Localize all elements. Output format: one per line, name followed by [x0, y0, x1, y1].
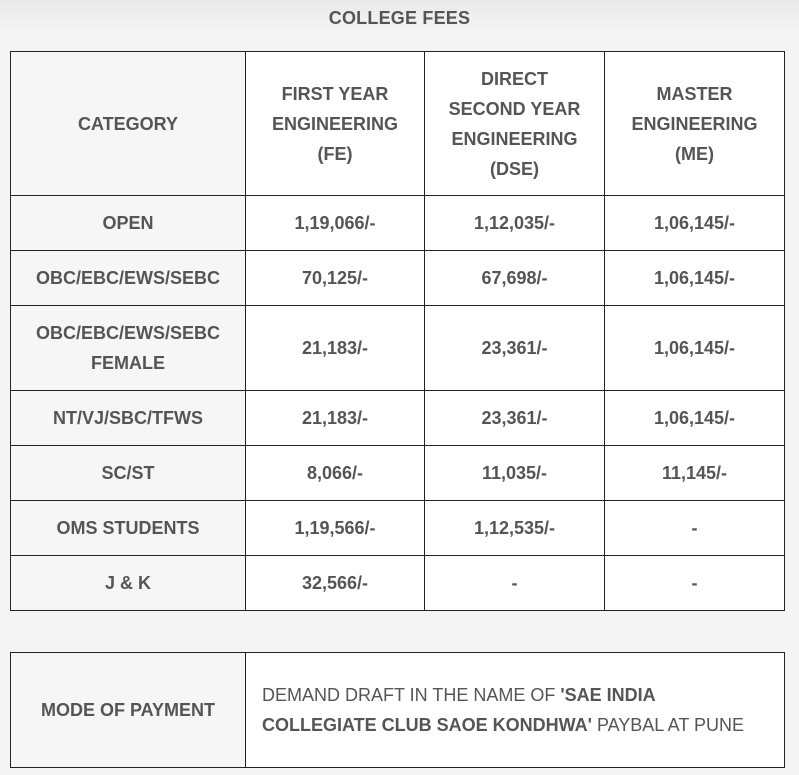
me-fee-cell: 1,06,145/- — [605, 391, 785, 446]
me-fee-cell: - — [605, 556, 785, 611]
table-row — [11, 391, 785, 446]
dse-fee-cell: 1,12,535/- — [425, 501, 605, 556]
header-row — [11, 52, 785, 196]
header-category: CATEGORY — [11, 52, 246, 196]
fees-table — [10, 51, 785, 611]
table-row — [11, 196, 785, 251]
dse-fee-cell: - — [425, 556, 605, 611]
fe-fee-cell: 1,19,566/- — [246, 501, 425, 556]
table-row — [11, 251, 785, 306]
payee-name: 'SAE INDIA COLLEGIATE CLUB SAOE KONDHWA' — [262, 685, 655, 735]
payment-table — [10, 652, 785, 768]
dse-fee-cell: 11,035/- — [425, 446, 605, 501]
fe-fee-cell: 70,125/- — [246, 251, 425, 306]
fe-fee-cell: 1,19,066/- — [246, 196, 425, 251]
me-fee-cell: - — [605, 501, 785, 556]
me-fee-cell: 1,06,145/- — [605, 251, 785, 306]
me-fee-cell: 1,06,145/- — [605, 306, 785, 391]
dse-fee-cell: 23,361/- — [425, 306, 605, 391]
header-me: MASTER ENGINEERING (ME) — [605, 52, 785, 196]
category-cell: OBC/EBC/EWS/SEBC — [11, 251, 246, 306]
dse-fee-cell: 23,361/- — [425, 391, 605, 446]
table-row — [11, 446, 785, 501]
payment-instructions: DEMAND DRAFT IN THE NAME OF 'SAE INDIA COLLEGIATE CLUB SAOE KONDHWA' PAYBAL AT PUNE — [246, 653, 785, 768]
me-fee-cell: 11,145/- — [605, 446, 785, 501]
payment-row — [11, 653, 785, 768]
category-cell: OMS STUDENTS — [11, 501, 246, 556]
table-row — [11, 556, 785, 611]
payment-label: MODE OF PAYMENT — [11, 653, 246, 768]
header-dse: DIRECT SECOND YEAR ENGINEERING (DSE) — [425, 52, 605, 196]
dse-fee-cell: 1,12,035/- — [425, 196, 605, 251]
category-cell: J & K — [11, 556, 246, 611]
table-row — [11, 501, 785, 556]
category-cell: SC/ST — [11, 446, 246, 501]
fe-fee-cell: 32,566/- — [246, 556, 425, 611]
category-cell: OBC/EBC/EWS/SEBC FEMALE — [11, 306, 246, 391]
page-title: COLLEGE FEES — [328, 8, 471, 28]
fe-fee-cell: 21,183/- — [246, 306, 425, 391]
fe-fee-cell: 8,066/- — [246, 446, 425, 501]
header-fe: FIRST YEAR ENGINEERING (FE) — [246, 52, 425, 196]
me-fee-cell: 1,06,145/- — [605, 196, 785, 251]
dse-fee-cell: 67,698/- — [425, 251, 605, 306]
fe-fee-cell: 21,183/- — [246, 391, 425, 446]
table-row — [11, 306, 785, 391]
category-cell: OPEN — [11, 196, 246, 251]
category-cell: NT/VJ/SBC/TFWS — [11, 391, 246, 446]
